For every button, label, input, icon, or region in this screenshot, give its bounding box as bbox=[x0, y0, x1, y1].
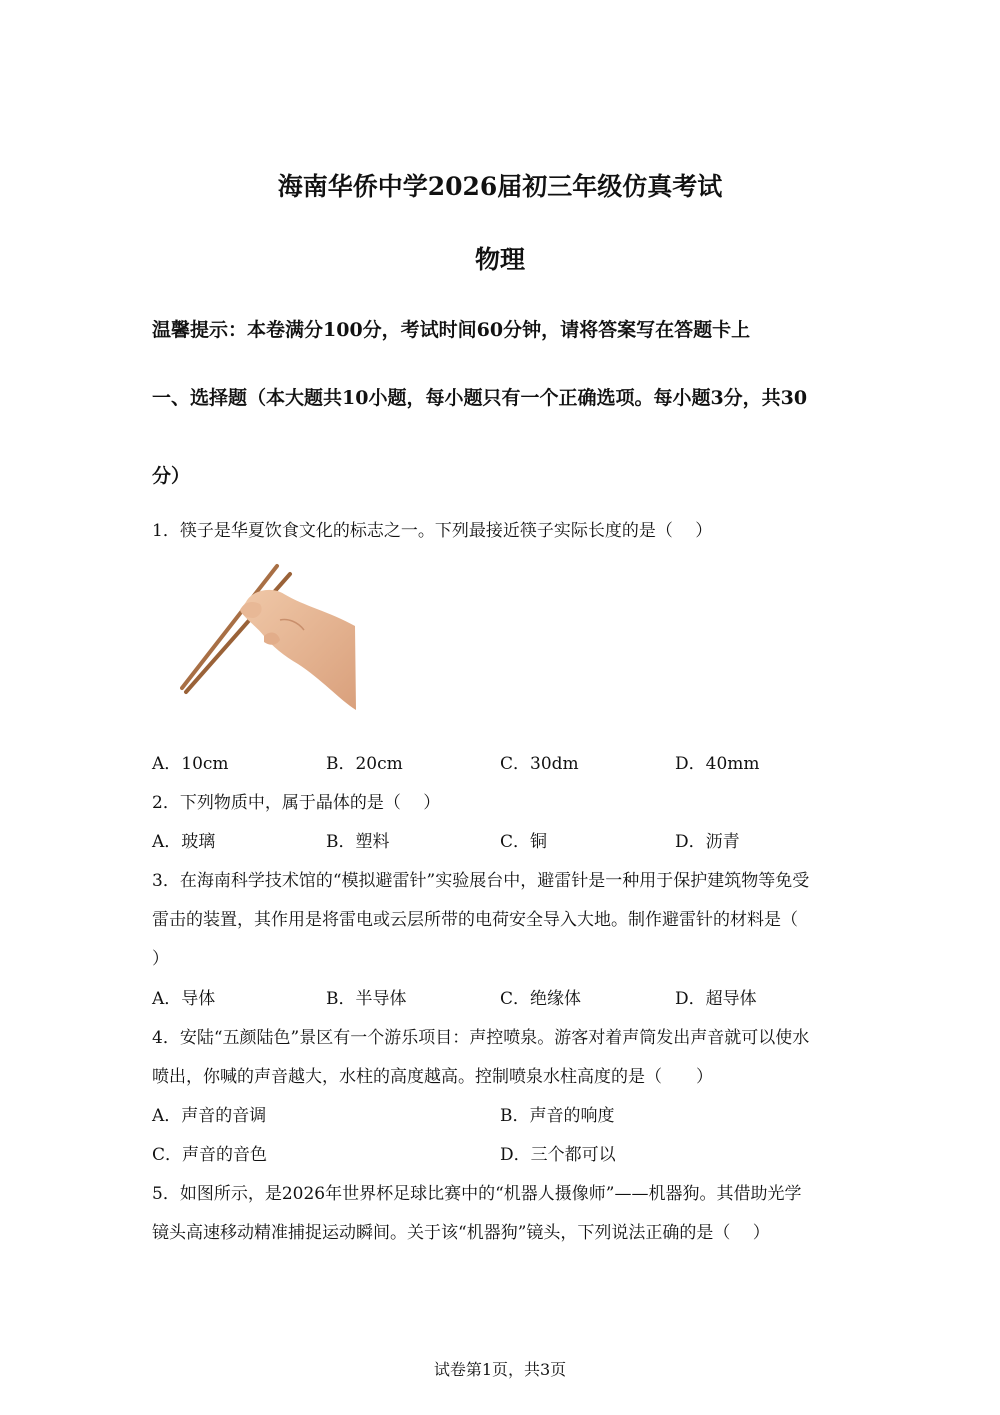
question-3-text-cont: 雷击的装置，其作用是将雷电或云层所带的电荷安全导入大地。制作避雷针的材料是（ bbox=[152, 910, 798, 930]
section-heading: 一、选择题（本大题共10小题，每小题只有一个正确选项。每小题3分，共30 bbox=[152, 387, 808, 409]
question-4-text: 4．安陆“五颜陆色”景区有一个游乐项目：声控喷泉。游客对着声筒发出声音就可以使水 bbox=[152, 1028, 810, 1048]
q4-option-b: B．声音的响度 bbox=[500, 1106, 615, 1126]
q2-option-d: D．沥青 bbox=[675, 832, 740, 852]
page-footer: 试卷第1页，共3页 bbox=[433, 1360, 567, 1379]
q3-option-b: B．半导体 bbox=[326, 989, 407, 1009]
q3-option-d: D．超导体 bbox=[675, 989, 757, 1009]
q3-option-c: C．绝缘体 bbox=[500, 989, 582, 1009]
question-3-text-end: ） bbox=[152, 949, 169, 969]
chopsticks-hand-image bbox=[180, 560, 358, 715]
q4-option-a: A．声音的音调 bbox=[152, 1106, 267, 1126]
exam-title: 海南华侨中学2026届初三年级仿真考试 bbox=[277, 172, 723, 201]
section-heading-cont: 分） bbox=[152, 465, 191, 487]
question-5-text: 5．如图所示，是2026年世界杯足球比赛中的“机器人摄像师”——机器狗。其借助光学 bbox=[152, 1184, 802, 1204]
q1-option-c: C．30dm bbox=[500, 754, 579, 774]
question-1-text: 1．筷子是华夏饮食文化的标志之一。下列最接近筷子实际长度的是（ ） bbox=[152, 521, 713, 541]
q2-option-b: B．塑料 bbox=[326, 832, 390, 852]
question-3-text: 3．在海南科学技术馆的“模拟避雷针”实验展台中，避雷针是一种用于保护建筑物等免受 bbox=[152, 871, 810, 891]
question-4-text-cont: 喷出，你喊的声音越大，水柱的高度越高。控制喷泉水柱高度的是（ ） bbox=[152, 1067, 713, 1087]
notice-text: 温馨提示：本卷满分100分，考试时间60分钟，请将答案写在答题卡上 bbox=[152, 319, 751, 341]
subject-title: 物理 bbox=[474, 245, 525, 274]
q2-option-a: A．玻璃 bbox=[152, 832, 216, 852]
q2-option-c: C．铜 bbox=[500, 832, 548, 852]
q1-option-b: B．20cm bbox=[326, 754, 403, 774]
question-2-text: 2．下列物质中，属于晶体的是（ ） bbox=[152, 793, 441, 813]
q4-option-d: D．三个都可以 bbox=[500, 1145, 616, 1165]
q3-option-a: A．导体 bbox=[152, 989, 216, 1009]
q4-option-c: C．声音的音色 bbox=[152, 1145, 268, 1165]
q1-option-d: D．40mm bbox=[675, 754, 760, 774]
q1-option-a: A．10cm bbox=[152, 754, 229, 774]
question-5-text-cont: 镜头高速移动精准捕捉运动瞬间。关于该“机器狗”镜头，下列说法正确的是（ ） bbox=[152, 1223, 770, 1243]
